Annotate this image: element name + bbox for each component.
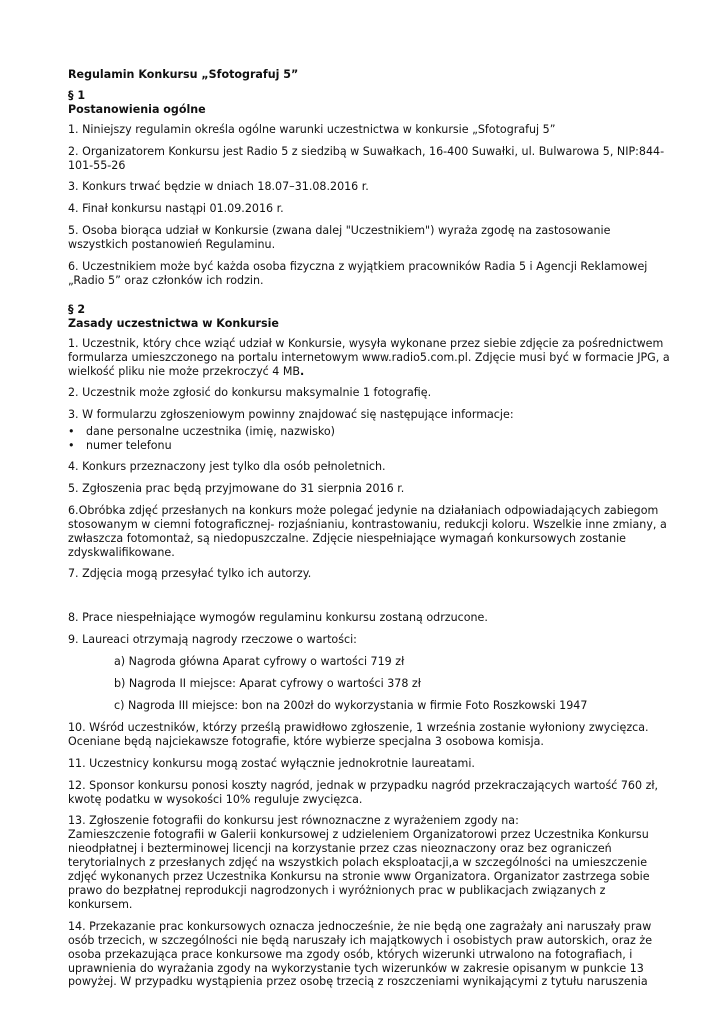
s2-item-1-text: 1. Uczestnik, który chce wziąć udział w Konkursie, wysyła wykonane przez siebie zdjęcie za pośrednictwem formularza umieszczonego na portalu internetowym www.radio5.com.pl. Zdjęcie musi być w formacie JPG, a wielkość pliku nie może przekroczyć 4 MB — [68, 336, 670, 378]
s1-item-5: 5. Osoba biorąca udział w Konkursie (zwana dalej "Uczestnikiem") wyraża zgodę na zastosowanie wszystkich postanowień Regulaminu. — [68, 224, 611, 252]
s2-item-13-body: Zamieszczenie fotografii w Galerii konkursowej z udzieleniem Organizatorowi przez Uczestnika Konkursu nieodpłatnej i bezterminowej licencji na korzystanie przez czas nieoznaczony oraz bez ograniczeń terytorialnych z przesłanych zdjęć na wszystkich polach eksploatacji,a w szczególności na umieszczenie zdjęć wykonanych przez Uczestnika Konkursu na stronie www Organizatora. Organizator zastrzega sobie prawo do bezpłatnej reprodukcji nagrodzonych i wyróżnionych prac w publikacjach związanych z konkursem. — [68, 828, 650, 911]
s2-item-7: 7. Zdjęcia mogą przesyłać tylko ich autorzy. — [68, 567, 312, 581]
s2-item-14: 14. Przekazanie prac konkursowych oznacza jednocześnie, że nie będą one zagrażały ani naruszały praw osób trzecich, w szczególności nie będą naruszały ich majątkowych i osobistych praw autorskich, oraz że osoba przekazująca prace konkursowe ma zgody osób, których wizerunki utrwalono na fotografiach, i uprawnienia do wyrażania zgody na wykorzystanie tych wizerunków w zakresie opisanym w punkcie 13 powyżej. W przypadku wystąpienia przez osobę trzecią z roszczeniami wynikającymi z tytułu naruszenia — [68, 919, 653, 989]
s2-item-13-intro: 13. Zgłoszenie fotografii do konkursu jest równoznaczne z wyrażeniem zgody na: — [68, 814, 519, 828]
bullet-personal-data: • dane personalne uczestnika (imię, nazwisko) — [68, 425, 670, 439]
s2-item-8: 8. Prace niespełniające wymogów regulaminu konkursu zostaną odrzucone. — [68, 611, 488, 625]
s2-item-11: 11. Uczestnicy konkursu mogą zostać wyłącznie jednokrotnie laureatami. — [68, 756, 475, 770]
section-2-heading: Zasady uczestnictwa w Konkursie — [68, 316, 279, 330]
s1-item-3: 3. Konkurs trwać będzie w dniach 18.07–31.08.2016 r. — [68, 180, 369, 194]
s1-item-6: 6. Uczestnikiem może być każda osoba fizyczna z wyjątkiem pracowników Radia 5 i Agencji Reklamowej „Radio 5” oraz członków ich rodzin. — [68, 260, 648, 287]
s2-item-3-bullets — [68, 425, 670, 453]
s2-item-6: 6.Obróbka zdjęć przesłanych na konkurs może polegać jedynie na działaniach odpowiadających zabiegom stosowanym w ciemni fotograficznej- rozjaśnianiu, kontrastowaniu, redukcji koloru. Wszelkie inne zmiany, a zwłaszcza fotomontaż, są niedopuszczalne. Zdjęcie niespełniające wymagań konkursowych zostanie zdyskwalifikowane. — [68, 503, 667, 559]
document-page — [68, 68, 670, 997]
section-1-heading: Postanowienia ogólne — [68, 102, 206, 116]
s2-item-10: 10. Wśród uczestników, którzy prześlą prawidłowo zgłoszenie, 1 września zostanie wyłoniony zwycięzca. Oceniane będą najciekawsze fotografie, które wybierze specjalna 3 osobowa komisja. — [68, 720, 649, 748]
s2-item-1-end: . — [300, 364, 305, 378]
s2-item-9: 9. Laureaci otrzymają nagrody rzeczowe o wartości: — [68, 633, 357, 647]
prize-third: c) Nagroda III miejsce: bon na 200zł do wykorzystania w firmie Foto Roszkowski 1947 — [114, 699, 588, 712]
s1-item-2: 2. Organizatorem Konkursu jest Radio 5 z siedzibą w Suwałkach, 16-400 Suwałki, ul. Bulwarowa 5, NIP:844-101-55-26 — [68, 144, 665, 172]
s2-item-5: 5. Zgłoszenia prac będą przyjmowane do 31 sierpnia 2016 r. — [68, 481, 405, 495]
s2-item-12: 12. Sponsor konkursu ponosi koszty nagród, jednak w przypadku nagród przekraczających wartość 760 zł, kwotę podatku w wysokości 10% reguluje zwycięzca. — [68, 778, 659, 806]
section-2-number: § 2 — [68, 302, 86, 316]
s2-item-4: 4. Konkurs przeznaczony jest tylko dla osób pełnoletnich. — [68, 460, 386, 474]
prize-main: a) Nagroda główna Aparat cyfrowy o wartości 719 zł — [114, 655, 405, 669]
section-2 — [68, 303, 670, 989]
s2-item-3: 3. W formularzu zgłoszeniowym powinny znajdować się następujące informacje: — [68, 408, 514, 422]
section-1 — [68, 89, 670, 288]
section-1-number: § 1 — [68, 88, 86, 102]
s2-item-13 — [68, 814, 670, 911]
s1-item-1: 1. Niniejszy regulamin określa ogólne warunki uczestnictwa w konkursie „Sfotografuj 5” — [68, 122, 556, 136]
bullet-phone-number: • numer telefonu — [68, 439, 670, 453]
document-title: Regulamin Konkursu „Sfotografuj 5” — [68, 68, 299, 81]
prize-second: b) Nagroda II miejsce: Aparat cyfrowy o wartości 378 zł — [114, 677, 421, 691]
s2-item-1 — [68, 337, 670, 379]
s2-item-2: 2. Uczestnik może zgłosić do konkursu maksymalnie 1 fotografię. — [68, 386, 432, 400]
s1-item-4: 4. Finał konkursu nastąpi 01.09.2016 r. — [68, 202, 284, 216]
